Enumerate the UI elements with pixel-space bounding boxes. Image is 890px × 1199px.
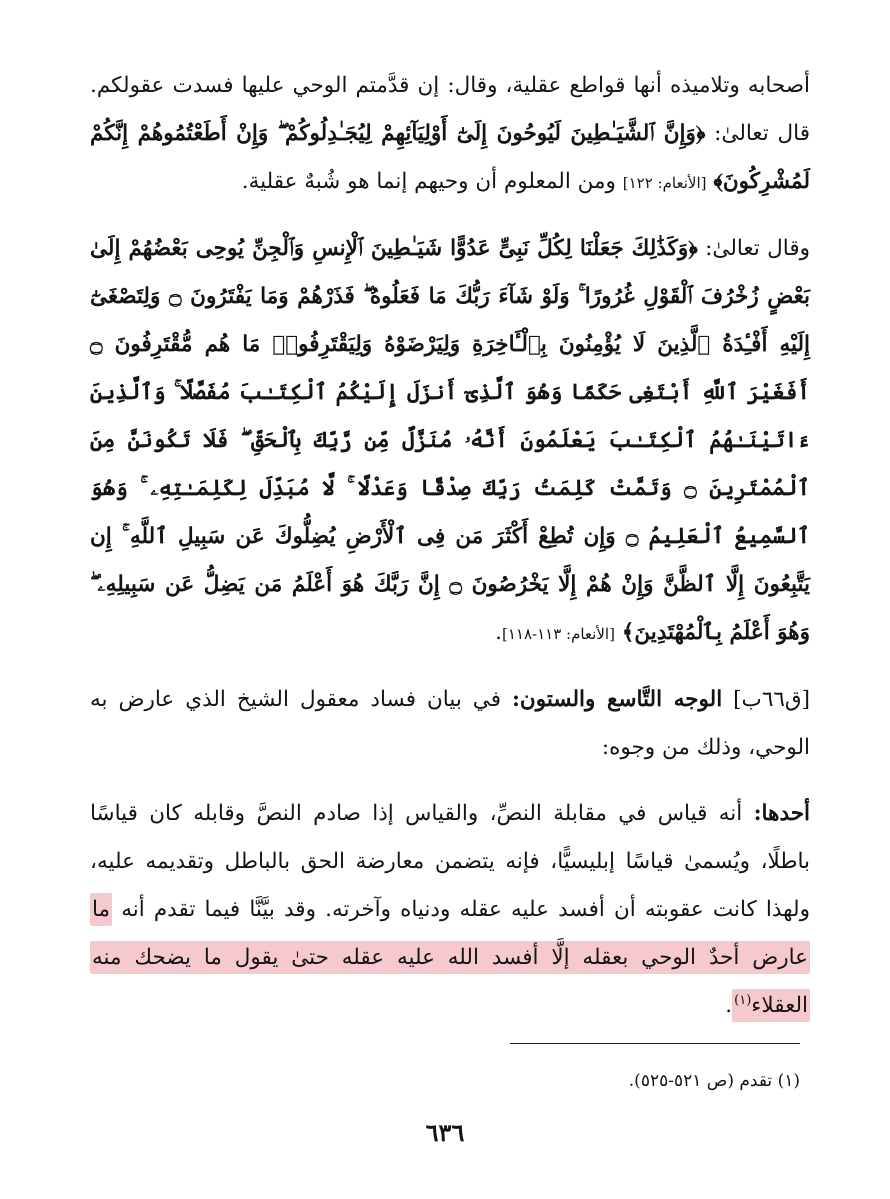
paragraph-4 (90, 790, 810, 1030)
point-lead: أحدها: (753, 801, 810, 826)
quran-reference: [الأنعام: ١١٣-١١٨] (501, 625, 615, 643)
page-body (90, 62, 810, 1048)
quran-reference: [الأنعام: ١٢٢] (622, 174, 707, 192)
manuscript-marker: [ق٦٦ب] (733, 687, 810, 712)
paragraph-text: أصحابه وتلاميذه أنها قواطع عقلية، وقال: إن قدَّمتم الوحي عليها فسدت عقولكم. قال تعالىٰ: (90, 73, 810, 146)
footnote-mark[interactable]: (١) (734, 992, 752, 1008)
footnote-divider (510, 1043, 800, 1044)
paragraph-2 (90, 225, 810, 658)
footnote (80, 1066, 800, 1096)
paragraph-3 (90, 676, 810, 772)
paragraph-text: . (725, 993, 733, 1018)
paragraph-1 (90, 62, 810, 207)
footnote-text: تقدم (ص ٥٢١-٥٢٥). (628, 1071, 773, 1091)
paragraph-text: أنه قياس في مقابلة النصِّ، والقياس إذا صادم النصَّ وقابله كان قياسًا باطلًا، ويُسمىٰ قياسًا إبليسيًّا، فإنه يتضمن معارضة الحق بالباطل وتقديمه عليه، ولهذا كانت عقوبته أن أفسد عليه عقله ودنياه وآخرته. وقد بيَّنَّا فيما تقدم أنه (90, 801, 810, 922)
paragraph-text: في بيان فساد معقول الشيخ الذي عارض به الوحي، وذلك من وجوه: (90, 687, 810, 760)
quran-quote: ﴿وَكَذَٰلِكَ جَعَلْنَا لِكُلِّ نَبِىٍّ عَدُوًّا شَيَـٰطِينَ ٱلْإِنسِ وَٱلْجِنِّ يُوحِى بَعْضُهُمْ إِلَىٰ بَعْضٍ زُخْرُفَ ٱلْقَوْلِ غُرُورًا ۚ وَلَوْ شَآءَ رَبُّكَ مَا فَعَلُوهُ ۖ فَذَرْهُمْ وَمَا يَفْتَرُونَ ۝ وَلِتَصْغَىٰٓ إِلَيْهِ أَفْـِٔدَةُ ٱلَّذِينَ لَا يُؤْمِنُونَ بِٱلْـَٔاخِرَةِ وَلِيَرْضَوْهُ وَلِيَقْتَرِفُوا۟ مَا هُم مُّقْتَرِفُونَ ۝ أَفَغَيْرَ ٱللَّهِ أَبْتَغِى حَكَمًا وَهُوَ ٱلَّذِىٓ أَنزَلَ إِلَيْكُمُ ٱلْكِتَـٰبَ مُفَصَّلًا ۚ وَٱلَّذِينَ ءَاتَيْنَـٰهُمُ ٱلْكِتَـٰبَ يَعْلَمُونَ أَنَّهُۥ مُنَزَّلٌ مِّن رَّبِّكَ بِٱلْحَقِّ ۖ فَلَا تَكُونَنَّ مِنَ ٱلْمُمْتَرِينَ ۝ وَتَمَّتْ كَلِمَتُ رَبِّكَ صِدْقًا وَعَدْلًا ۚ لَّا مُبَدِّلَ لِكَلِمَـٰتِهِۦ ۚ وَهُوَ ٱلسَّمِيعُ ٱلْعَلِيمُ ۝ وَإِن تُطِعْ أَكْثَرَ مَن فِى ٱلْأَرْضِ يُضِلُّوكَ عَن سَبِيلِ ٱللَّهِ ۚ إِن يَتَّبِعُونَ إِلَّا ٱلظَّنَّ وَإِنْ هُمْ إِلَّا يَخْرُصُونَ ۝ إِنَّ رَبَّكَ هُوَ أَعْلَمُ مَن يَضِلُّ عَن سَبِيلِهِۦ ۖ وَهُوَ أَعْلَمُ بِٱلْمُهْتَدِينَ﴾ (90, 236, 810, 645)
paragraph-text: ومن المعلوم أن وحيهم إنما هو شُبهٌ عقلية. (241, 169, 623, 194)
quran-quote: ﴿وَإِنَّ ٱلشَّيَـٰطِينَ لَيُوحُونَ إِلَىٰٓ أَوْلِيَآئِهِمْ لِيُجَـٰدِلُوكُمْ ۖ وَإِنْ أَطَعْتُمُوهُمْ إِنَّكُمْ لَمُشْرِكُونَ﴾ (90, 121, 810, 194)
highlight-content: ما عارض أحدٌ الوحي بعقله إلَّا أفسد الله عليه عقله حتىٰ يقول ما يضحك منه العقلاء (92, 897, 808, 1018)
section-heading: الوجه التَّاسع والستون: (512, 687, 723, 712)
paragraph-text: وقال تعالىٰ: (697, 236, 811, 261)
paragraph-text: . (495, 620, 502, 645)
page-number: ٦٣٦ (425, 1118, 465, 1147)
footnote-number: (١) (777, 1071, 800, 1091)
